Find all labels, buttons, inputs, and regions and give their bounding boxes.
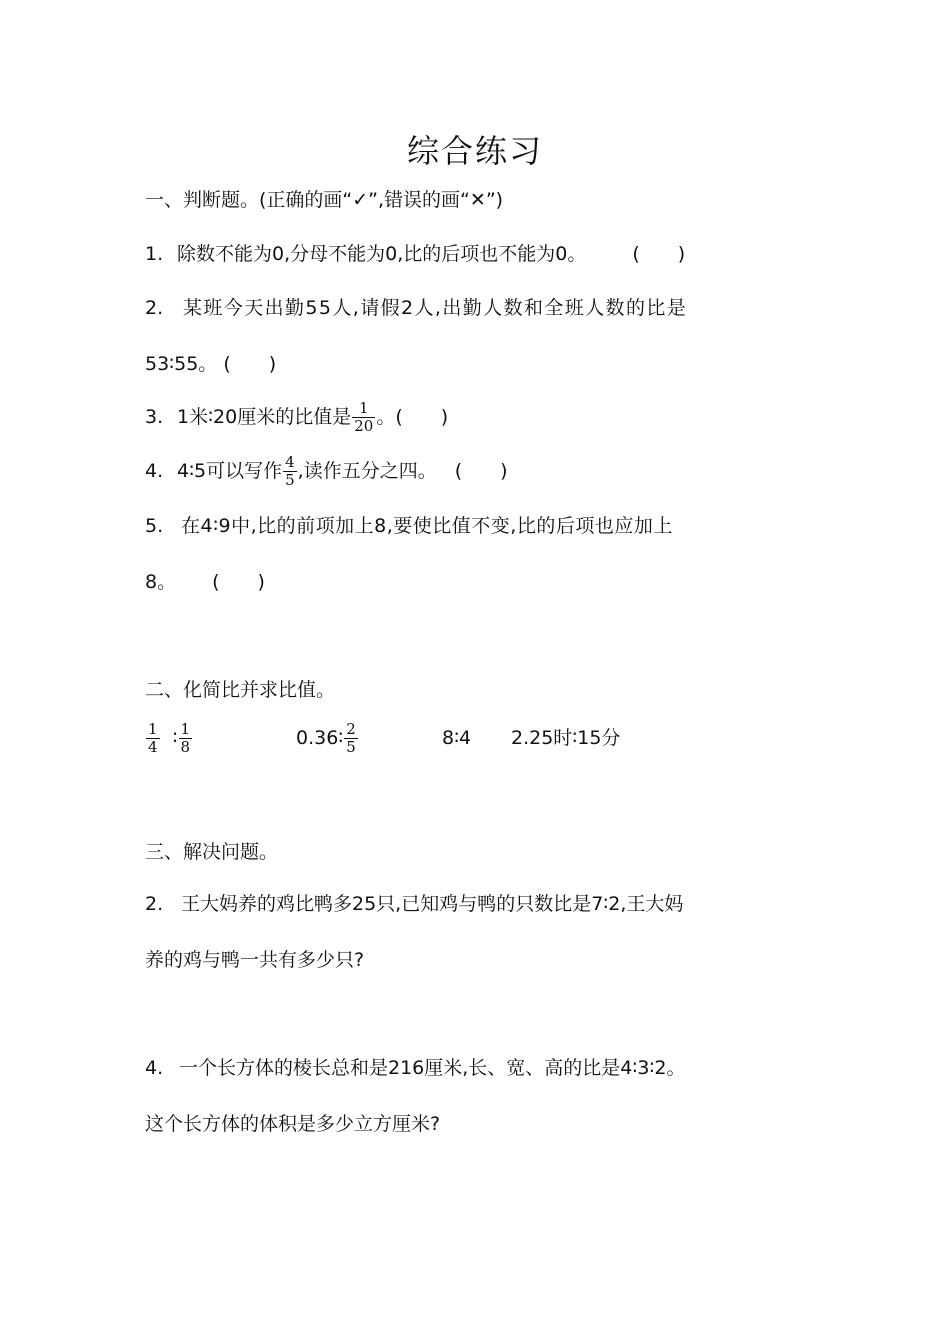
- problem-4-line-1: [145, 1054, 685, 1082]
- question-2-line-2: [145, 350, 276, 378]
- question-number: 3.: [145, 406, 164, 428]
- ratio-item-2: [296, 718, 359, 758]
- question-text-end: ,读作五分之四。: [297, 460, 437, 482]
- ratio-text: 0.36∶: [296, 727, 344, 749]
- ratio-item-3: 8∶4: [442, 727, 472, 749]
- question-number: 5.: [145, 515, 164, 537]
- question-text: 1米∶20厘米的比值是: [177, 406, 352, 428]
- question-3: [145, 400, 448, 435]
- question-text: 4∶5可以写作: [177, 460, 283, 482]
- page-title: 综合练习: [406, 132, 543, 170]
- question-number: 1.: [145, 243, 164, 265]
- fraction-denominator: 5: [285, 471, 295, 489]
- ratio-item-4: 2.25时∶15分: [511, 727, 621, 749]
- question-4: [145, 454, 508, 489]
- question-text-end: 。: [376, 406, 396, 428]
- answer-parentheses: ( ): [223, 353, 277, 375]
- section-3-heading: 三、解决问题。: [145, 841, 279, 863]
- fraction-denominator: 8: [180, 738, 191, 756]
- fraction-denominator: 4: [148, 738, 158, 756]
- question-2-line-1: [145, 294, 687, 322]
- question-text-cont: 8。: [145, 571, 177, 593]
- problem-2-line-2: 养的鸡与鸭一共有多少只?: [145, 949, 365, 971]
- problem-2-line-1: [145, 890, 683, 918]
- question-number: 4.: [145, 1057, 164, 1079]
- answer-parentheses: ( ): [395, 406, 449, 428]
- fraction-numerator: 2: [346, 720, 356, 738]
- question-text: 在4∶9中,比的前项加上8,要使比值不变,比的后项也应加上: [181, 515, 673, 537]
- answer-parentheses: ( ): [632, 243, 686, 265]
- question-text: 除数不能为0,分母不能为0,比的后项也不能为0。: [177, 243, 587, 265]
- fraction-denominator: 5: [346, 738, 356, 756]
- fraction: [283, 454, 297, 489]
- problem-4-line-2: 这个长方体的体积是多少立方厘米?: [145, 1113, 441, 1135]
- question-5-line-2: [145, 568, 265, 596]
- question-1: [145, 240, 685, 268]
- question-text-cont: 53∶55。: [145, 353, 218, 375]
- section-2-heading: 二、化简比并求比值。: [145, 679, 336, 701]
- section-1-heading: 一、判断题。(正确的画“✓”,错误的画“✕”): [145, 189, 504, 211]
- fraction-numerator: 1: [352, 400, 375, 418]
- question-text: 一个长方体的棱长总和是216厘米,长、宽、高的比是4∶3∶2。: [179, 1057, 686, 1079]
- fraction-numerator: 1: [148, 720, 158, 738]
- fraction: [179, 721, 193, 756]
- question-text: 某班今天出勤55人,请假2人,出勤人数和全班人数的比是: [183, 297, 688, 319]
- fraction-numerator: 1: [180, 720, 191, 738]
- question-number: 2.: [145, 893, 164, 915]
- ratio-separator: ∶: [172, 727, 178, 749]
- fraction: [344, 721, 358, 756]
- question-text: 王大妈养的鸡比鸭多25只,已知鸡与鸭的只数比是7∶2,王大妈: [181, 893, 684, 915]
- fraction: [352, 400, 375, 435]
- question-number: 2.: [145, 297, 164, 319]
- fraction-numerator: 4: [285, 453, 295, 471]
- answer-parentheses: ( ): [212, 571, 265, 593]
- question-number: 4.: [145, 460, 164, 482]
- ratio-item-1: [145, 718, 193, 758]
- answer-parentheses: ( ): [454, 460, 508, 482]
- fraction-denominator: 20: [354, 417, 374, 435]
- question-5-line-1: [145, 512, 673, 540]
- fraction: [146, 721, 160, 756]
